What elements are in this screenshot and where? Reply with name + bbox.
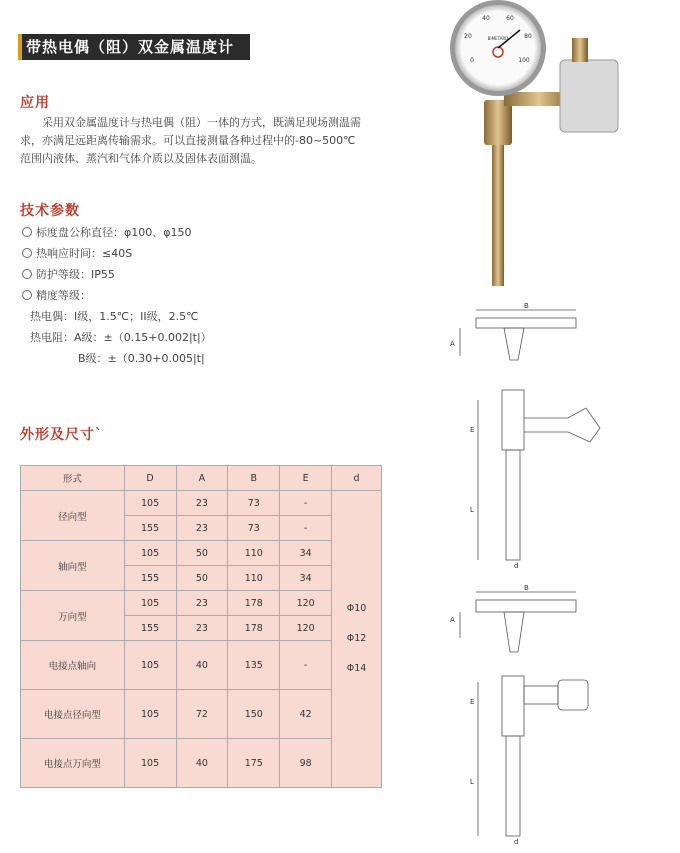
scale-mark: 0 (470, 57, 474, 64)
spec-item (22, 264, 212, 285)
type-cell: 电接点万向型 (21, 739, 125, 788)
application-line-3: 范围内液体、蒸汽和气体介质以及固体表面测温。 (20, 152, 262, 165)
type-cell: 万向型 (21, 591, 125, 641)
d-value: Φ14 (346, 663, 367, 674)
table-cell: - (280, 641, 332, 690)
specs-heading: 技术参数 (20, 203, 80, 219)
dim-label-l: L (470, 506, 474, 514)
neck (504, 612, 524, 652)
table-cell: 23 (176, 616, 228, 641)
col-header: 形式 (21, 466, 125, 491)
bullet-icon (22, 227, 32, 237)
dial-outline (476, 318, 576, 328)
table-row (21, 690, 382, 739)
junction-box (560, 60, 618, 132)
spec-item (22, 285, 212, 306)
scale-mark: 20 (464, 33, 472, 40)
d-value: Φ12 (346, 633, 367, 644)
type-cell: 电接点径向型 (21, 690, 125, 739)
body (502, 390, 524, 450)
accuracy-rtd-a: 热电阻：A级：±（0.15+0.002|t|） (30, 331, 212, 344)
application-line-2: 求，亦满足远距离传输需求。可以直接测量各种过程中的-80~500℃ (20, 134, 356, 147)
drawing-electric (440, 582, 640, 847)
table-cell: 105 (124, 641, 176, 690)
table-cell: 155 (124, 516, 176, 541)
table-cell: 23 (176, 491, 228, 516)
table-cell: 135 (228, 641, 280, 690)
table-cell: 120 (280, 616, 332, 641)
cable-gland (572, 38, 588, 62)
d-column (332, 491, 382, 788)
spec-text: 防护等级：IP55 (36, 268, 115, 281)
dim-label-d: d (514, 838, 519, 846)
dim-label-l: L (470, 778, 474, 786)
table-cell: 110 (228, 566, 280, 591)
product-photo (400, 0, 680, 290)
spec-text: 热响应时间：≤40S (36, 247, 133, 260)
scale-mark: 60 (506, 15, 514, 22)
dim-label-d: d (514, 562, 519, 570)
type-cell: 电接点轴向 (21, 641, 125, 690)
table-cell: 105 (124, 690, 176, 739)
table-cell: 98 (280, 739, 332, 788)
bullet-icon (22, 248, 32, 258)
spec-item (22, 243, 212, 264)
body (502, 676, 524, 736)
table-cell: 50 (176, 566, 228, 591)
table-cell: 73 (228, 516, 280, 541)
type-cell: 径向型 (21, 491, 125, 541)
col-header: A (176, 466, 228, 491)
table-cell: 40 (176, 641, 228, 690)
connector-arm (524, 686, 558, 704)
fitting (484, 100, 512, 145)
table-cell: 105 (124, 491, 176, 516)
accuracy-rtd-b: B级：±（0.30+0.005|t| (78, 352, 205, 365)
stem (492, 140, 504, 286)
table-cell: 34 (280, 566, 332, 591)
table-cell: 73 (228, 491, 280, 516)
bullet-icon (22, 269, 32, 279)
probe (506, 736, 520, 836)
table-cell: 34 (280, 541, 332, 566)
dim-label-b: B (524, 302, 529, 310)
accuracy-thermocouple: 热电偶：I级，1.5℃；II级，2.5℃ (30, 310, 199, 323)
table-header-row (21, 466, 382, 491)
dim-label-e: E (470, 426, 475, 434)
dim-label-b: B (524, 584, 529, 592)
page-title: 带热电偶（阻）双金属温度计 (18, 34, 250, 60)
table-cell: 23 (176, 591, 228, 616)
neck (504, 328, 524, 360)
dim-label-a: A (450, 616, 455, 624)
scale-mark: 40 (482, 15, 490, 22)
table-row (21, 641, 382, 690)
spec-item (22, 222, 212, 243)
table-cell: 155 (124, 616, 176, 641)
dimensions-table (20, 465, 382, 788)
table-cell: 178 (228, 591, 280, 616)
table-cell: - (280, 516, 332, 541)
table-cell: 40 (176, 739, 228, 788)
spec-text: 标度盘公称直径：φ100、φ150 (36, 226, 192, 239)
dim-label-e: E (470, 698, 475, 706)
junction-head (524, 408, 600, 442)
table-cell: 175 (228, 739, 280, 788)
table-row (21, 739, 382, 788)
gauge-label: BIMETARD (487, 36, 509, 41)
application-heading: 应用 (20, 95, 50, 111)
scale-mark: 80 (524, 33, 532, 40)
dimensions-heading: 外形及尺寸` (20, 427, 103, 443)
bullet-icon (22, 290, 32, 300)
drawing-radial (440, 300, 640, 570)
table-row (21, 591, 382, 616)
table-cell: 105 (124, 541, 176, 566)
probe (506, 450, 520, 560)
application-line-1: 采用双金属温度计与热电偶（阻）一体的方式，既满足现场测温需 (42, 116, 361, 129)
table-cell: 110 (228, 541, 280, 566)
col-header: D (124, 466, 176, 491)
table-cell: 42 (280, 690, 332, 739)
col-header: E (280, 466, 332, 491)
scale-mark: 100 (518, 57, 530, 64)
d-value: Φ10 (346, 603, 367, 614)
application-text (20, 114, 392, 168)
col-header: B (228, 466, 280, 491)
table-cell: 120 (280, 591, 332, 616)
table-row (21, 491, 382, 516)
col-header: d (332, 466, 382, 491)
spec-text: 精度等级： (36, 289, 91, 302)
table-cell: 178 (228, 616, 280, 641)
plug-connector (558, 680, 588, 710)
dim-label-a: A (450, 340, 455, 348)
table-cell: 105 (124, 739, 176, 788)
table-row (21, 541, 382, 566)
table-cell: 72 (176, 690, 228, 739)
table-cell: 150 (228, 690, 280, 739)
type-cell: 轴向型 (21, 541, 125, 591)
table-cell: 105 (124, 591, 176, 616)
table-cell: 50 (176, 541, 228, 566)
specs-list (22, 222, 212, 369)
table-cell: 23 (176, 516, 228, 541)
table-cell: - (280, 491, 332, 516)
table-cell: 155 (124, 566, 176, 591)
dial-outline (476, 600, 576, 612)
